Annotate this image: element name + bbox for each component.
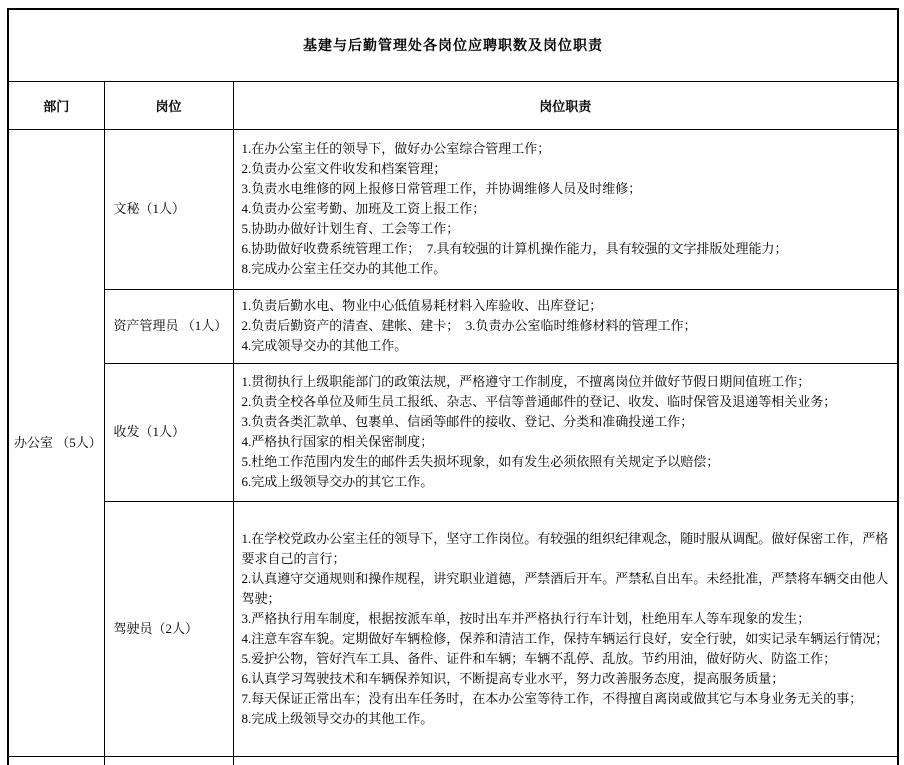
table-row — [8, 501, 898, 756]
duty-line: 7.每天保证正常出车；没有出车任务时，在本办公室等待工作，不得擅自离岗或做其它与本身业务无关的事； — [241, 690, 863, 706]
table-container — [7, 8, 899, 765]
duty-line: 3.负责水电维修的网上报修日常管理工作，并协调维修人员及时维修； — [241, 181, 642, 196]
duty-line: 5.爱护公物，管好汽车工具、备件、证件和车辆；车辆不乱停、乱放。节约用油，做好防火、防盗工作； — [241, 650, 837, 666]
duty-line: 1.在学校党政办公室主任的领导下，坚守工作岗位。有较强的组织纪律观念，随时服从调配。做好保密工作，严格要求自己的言行； — [241, 530, 889, 566]
table-title: 基建与后勤管理处各岗位应聘职数及岗位职责 — [8, 9, 898, 81]
duties-cell — [233, 129, 898, 289]
table-row — [8, 289, 898, 363]
title-row — [8, 9, 898, 81]
job-duties-table — [7, 8, 899, 765]
duty-line: 5.杜绝工作范围内发生的邮件丢失损坏现象，如有发生必须依照有关规定予以赔偿； — [241, 454, 720, 469]
duty-line: 3.负责各类汇款单、包裹单、信函等邮件的接收、登记、分类和准确投递工作； — [241, 414, 694, 429]
empty-department-cell — [8, 756, 104, 765]
table-row-partial — [8, 756, 898, 765]
duties-cell — [233, 501, 898, 756]
duty-line: 1.负责后勤水电、物业中心低值易耗材料入库验收、出库登记； — [241, 298, 603, 313]
header-row — [8, 81, 898, 129]
duty-line: 4.负责办公室考勤、加班及工资上报工作； — [241, 201, 486, 216]
header-duties: 岗位职责 — [233, 81, 898, 129]
position-cell: 收发（1人） — [104, 363, 233, 501]
duty-line: 4.完成领导交办的其他工作。 — [241, 338, 408, 353]
duty-line: 2.负责全校各单位及师生员工报纸、杂志、平信等普通邮件的登记、收发、临时保管及退递等相关业务； — [241, 394, 837, 409]
duty-line: 6.完成上级领导交办的其它工作。 — [241, 474, 434, 489]
duty-line: 5.协助办做好计划生育、工会等工作； — [241, 221, 460, 236]
duties-cell — [233, 363, 898, 501]
duty-line: 2.负责后勤资产的清查、建帐、建卡； 3.负责办公室临时维修材料的管理工作； — [241, 318, 697, 333]
duty-line: 4.注意车容车貌。定期做好车辆检修，保养和清洁工作，保持车辆运行良好，安全行驶，如实记录车辆运行情况； — [241, 630, 889, 646]
header-position: 岗位 — [104, 81, 233, 129]
duty-line: 1.贯彻执行上级职能部门的政策法规，严格遵守工作制度，不擅离岗位并做好节假日期间值班工作； — [241, 374, 811, 389]
duty-line: 3.严格执行用车制度，根据按派车单，按时出车并严格执行行车计划，杜绝用车人等车现象的发生； — [241, 610, 811, 626]
table-row — [8, 129, 898, 289]
duty-line: 4.严格执行国家的相关保密制度； — [241, 434, 434, 449]
duty-line: 6.协助做好收费系统管理工作； 7.具有较强的计算机操作能力，具有较强的文字排版处理能力； — [241, 241, 788, 256]
duty-line: 8.完成上级领导交办的其他工作。 — [241, 710, 434, 726]
position-cell: 文秘（1人） — [104, 129, 233, 289]
duty-line: 1.在办公室主任的领导下，做好办公室综合管理工作； — [241, 141, 551, 156]
department-cell: 办公室 （5人） — [8, 129, 104, 756]
duty-line: 6.认真学习驾驶技术和车辆保养知识，不断提高专业水平，努力改善服务态度，提高服务质量； — [241, 670, 785, 686]
position-cell: 驾驶员（2人） — [104, 501, 233, 756]
empty-duties-cell — [233, 756, 898, 765]
duty-line: 2.认真遵守交通规则和操作规程，讲究职业道德，严禁酒后开车。严禁私自出车。未经批准，严禁将车辆交由他人驾驶； — [241, 570, 889, 606]
duties-cell — [233, 289, 898, 363]
empty-position-cell — [104, 756, 233, 765]
header-department: 部门 — [8, 81, 104, 129]
table-row — [8, 363, 898, 501]
duty-line: 8.完成办公室主任交办的其他工作。 — [241, 261, 447, 276]
duty-line: 2.负责办公室文件收发和档案管理； — [241, 161, 447, 176]
position-cell: 资产管理员 （1人） — [104, 289, 233, 363]
